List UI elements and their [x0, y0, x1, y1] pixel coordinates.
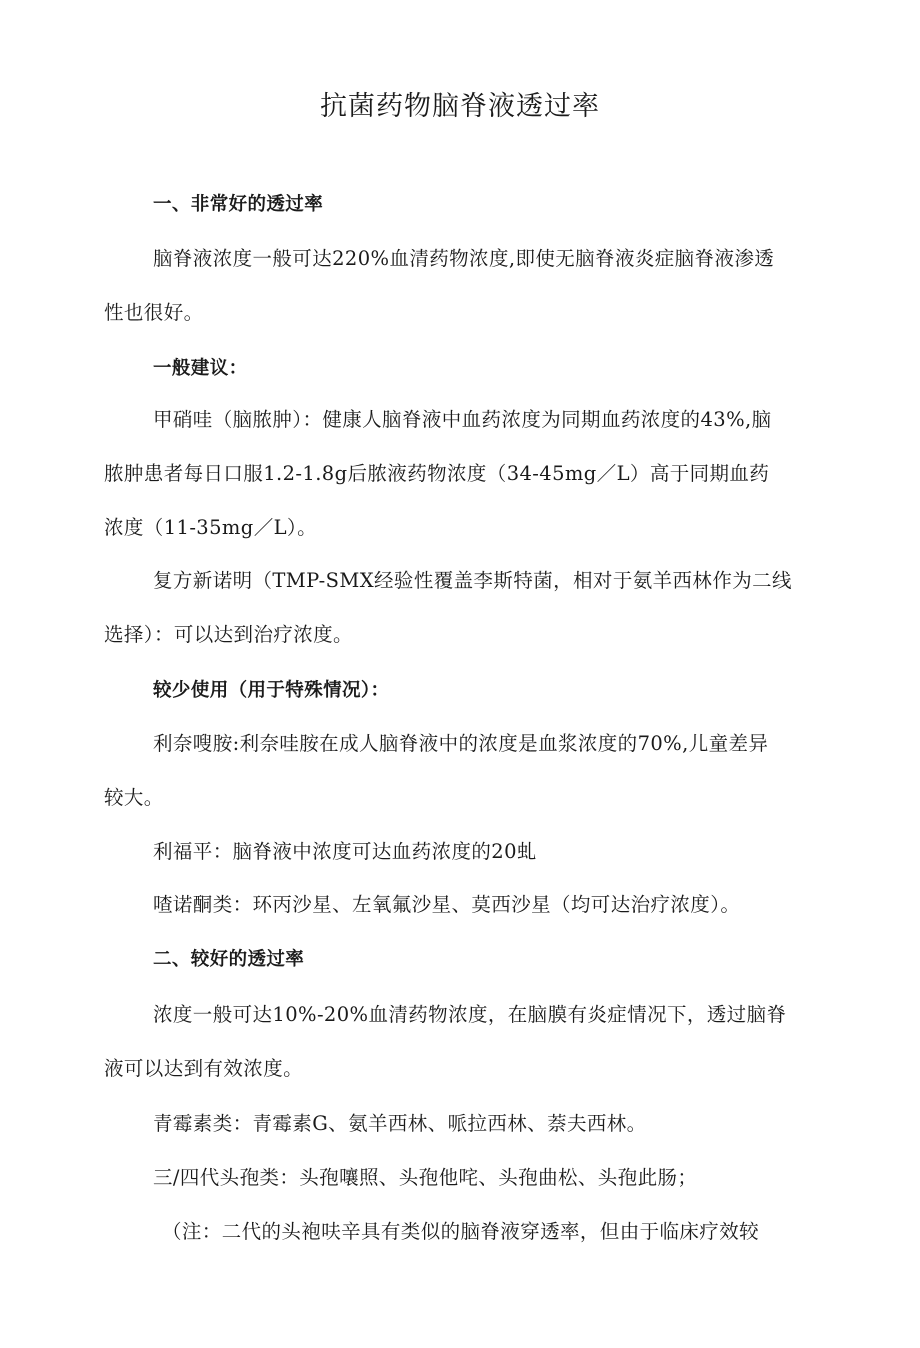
tmp-smx-paragraph-line: 复方新诺明（TMP-SMX经验性覆盖李斯特菌，相对于氨羊西林作为二线 — [153, 569, 792, 592]
subheading-rare-use: 较少使用（用于特殊情况）： — [153, 680, 390, 701]
metronidazole-paragraph-line: 浓度（11-35mg／L）。 — [104, 516, 317, 539]
tmp-smx-paragraph-line: 选择）：可以达到治疗浓度。 — [104, 623, 353, 646]
rifampin-paragraph: 利福平：脑脊液中浓度可达血药浓度的20虬 — [153, 840, 537, 863]
cefuroxime-note: （注：二代的头袍呋辛具有类似的脑脊液穿透率，但由于临床疗效较 — [162, 1220, 760, 1243]
metronidazole-paragraph-line: 甲硝哇（脑脓肿）：健康人脑脊液中血药浓度为同期血药浓度的43%,脑 — [153, 408, 772, 431]
section-2-heading: 二、较好的透过率 — [153, 949, 305, 970]
document-title: 抗菌药物脑脊液透过率 — [320, 91, 600, 122]
section-2-paragraph-line: 液可以达到有效浓度。 — [104, 1057, 304, 1080]
metronidazole-paragraph-line: 脓肿患者每日口服1.2-1.8g后脓液药物浓度（34-45mg／L）高于同期血药 — [104, 462, 770, 485]
section-1-heading: 一、非常好的透过率 — [153, 194, 324, 215]
subheading-general-advice: 一般建议： — [153, 358, 248, 379]
quinolones-paragraph: 喳诺酮类：环丙沙星、左氧氟沙星、莫西沙星（均可达治疗浓度）。 — [153, 893, 741, 916]
linezolid-paragraph-line: 较大。 — [104, 786, 164, 809]
cephalosporins-paragraph: 三/四代头孢类：头孢嚷照、头孢他咤、头孢曲松、头孢此肠； — [153, 1166, 698, 1189]
section-1-paragraph-line: 脑脊液浓度一般可达220%血清药物浓度,即使无脑脊液炎症脑脊液渗透 — [153, 247, 775, 270]
section-2-paragraph-line: 浓度一般可达10%-20%血清药物浓度，在脑膜有炎症情况下，透过脑脊 — [153, 1003, 787, 1026]
linezolid-paragraph-line: 利奈嗖胺:利奈哇胺在成人脑脊液中的浓度是血浆浓度的70%,儿童差异 — [153, 732, 769, 755]
penicillins-paragraph: 青霉素类：青霉素G、氨羊西林、哌拉西林、萘夫西林。 — [153, 1112, 647, 1135]
section-1-paragraph-line: 性也很好。 — [104, 301, 204, 324]
